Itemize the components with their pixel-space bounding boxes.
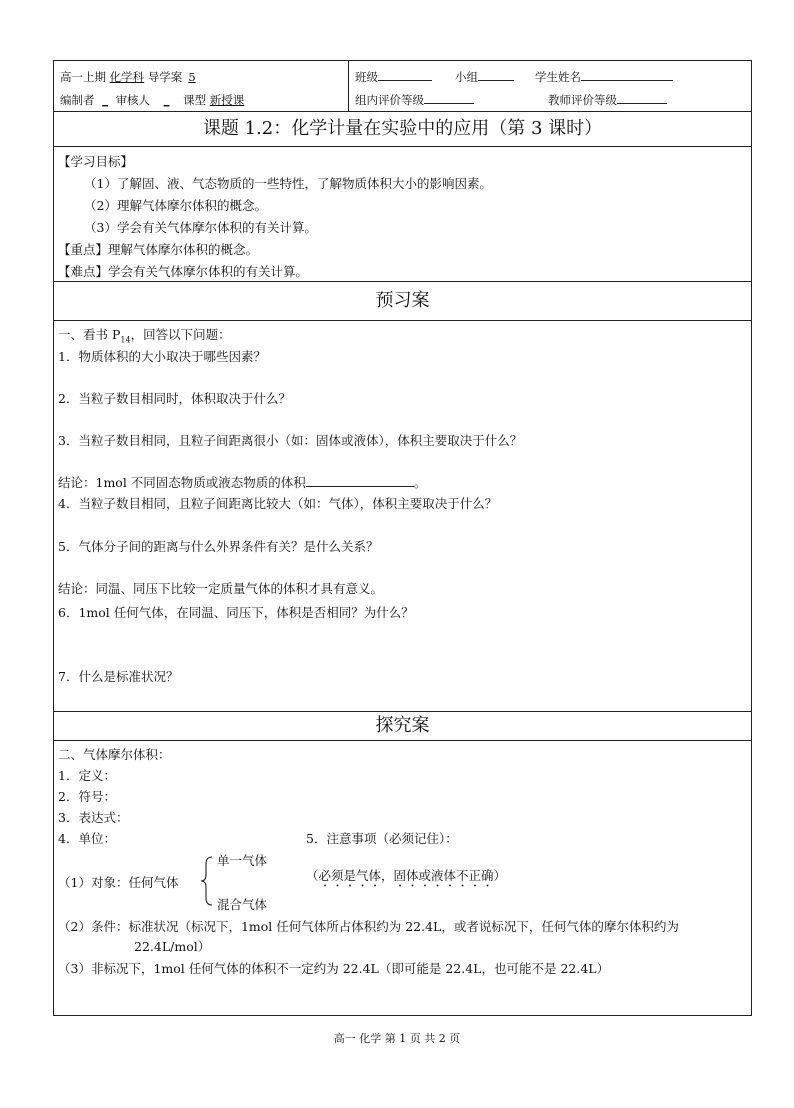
condition-line-2: 22.4L/mol） bbox=[134, 939, 211, 954]
key-text: 理解气体摩尔体积的概念。 bbox=[108, 242, 259, 257]
header-right bbox=[349, 61, 751, 111]
non-standard-line: （3）非标况下，1mol 任何气体的体积不一定约为 22.4L（即可能是 22.4L，也可能不是 22.4L） bbox=[58, 961, 610, 976]
course-type-value: 新授课 bbox=[209, 93, 245, 107]
key-label: 【重点】 bbox=[58, 242, 109, 257]
object-line: （1）对象：任何气体 bbox=[58, 875, 179, 890]
item-expression: 3．表达式： bbox=[58, 810, 129, 825]
item-notes: 5．注意事项（必须记住）： bbox=[306, 831, 458, 846]
worksheet-table bbox=[53, 60, 752, 1016]
teacher-eval-label: 教师评价等级 bbox=[548, 93, 617, 107]
student-name-field[interactable] bbox=[581, 69, 673, 81]
group-label: 小组 bbox=[455, 70, 478, 84]
single-gas-label: 单一气体 bbox=[217, 853, 268, 868]
course-type-label: 课型 bbox=[183, 93, 207, 107]
lesson-title: 课题 1.2：化学计量在实验中的应用（第 3 课时） bbox=[54, 112, 751, 147]
group-eval-field[interactable] bbox=[424, 92, 474, 104]
goals-heading: 【学习目标】 bbox=[58, 154, 134, 169]
must-be-gas-note: （必须是气体，固体或液体不正确） bbox=[306, 868, 507, 883]
question-3: 3．当粒子数目相同，且粒子间距离很小（如：固体或液体），体积主要取决于什么？ bbox=[58, 433, 523, 448]
conclusion-1: 结论：1mol 不同固态物质或液态物质的体积 。 bbox=[58, 475, 427, 490]
difficulty-text: 学会有关气体摩尔体积的有关计算。 bbox=[108, 264, 309, 279]
group-field[interactable] bbox=[478, 69, 514, 81]
question-2: 2．当粒子数目相同时，体积取决于什么？ bbox=[58, 391, 291, 406]
preview-section bbox=[54, 321, 751, 712]
student-name-label: 学生姓名 bbox=[535, 70, 581, 84]
conclusion-2: 结论：同温、同压下比较一定质量气体的体积才具有意义。 bbox=[58, 581, 384, 596]
question-4: 4．当粒子数目相同，且粒子间距离比较大（如：气体），体积主要取决于什么？ bbox=[58, 496, 498, 511]
editor-label: 编制者 bbox=[60, 93, 95, 107]
editor-value[interactable]: _ bbox=[102, 93, 108, 107]
goals-section bbox=[54, 147, 751, 282]
class-field[interactable] bbox=[378, 69, 432, 81]
condition-line-1: （2）条件：标准状况（标况下，1mol 任何气体所占体积约为 22.4L，或者说标况下，任何气体的摩尔体积约为 bbox=[58, 919, 679, 934]
goal-item-2: （2）理解气体摩尔体积的概念。 bbox=[84, 198, 267, 213]
item-unit: 4．单位： bbox=[58, 831, 116, 846]
guide-label: 导学案 bbox=[147, 70, 183, 84]
question-5: 5．气体分子间的距离与什么外界条件有关？是什么关系？ bbox=[58, 539, 379, 554]
mixed-gas-label: 混合气体 bbox=[217, 897, 268, 912]
question-7: 7．什么是标准状况？ bbox=[58, 669, 179, 684]
teacher-eval-field[interactable] bbox=[617, 92, 667, 104]
subject-value: 化学科 bbox=[109, 70, 145, 84]
preview-section-title: 预习案 bbox=[54, 282, 751, 321]
guide-number: 5 bbox=[188, 70, 196, 84]
header-left bbox=[54, 61, 349, 111]
reviewer-label: 审核人 bbox=[115, 93, 151, 107]
header-row bbox=[54, 61, 751, 112]
conclusion-1-blank[interactable] bbox=[306, 475, 414, 487]
difficulty-label: 【难点】 bbox=[58, 264, 109, 279]
explore-section bbox=[54, 741, 751, 1015]
item-symbol: 2．符号： bbox=[58, 789, 116, 804]
goal-item-1: （1）了解固、液、气态物质的一些特性，了解物质体积大小的影响因素。 bbox=[84, 176, 492, 191]
group-eval-label: 组内评价等级 bbox=[355, 93, 424, 107]
explore-intro: 二、气体摩尔体积： bbox=[58, 747, 171, 762]
item-definition: 1．定义： bbox=[58, 768, 116, 783]
class-label: 班级 bbox=[355, 70, 378, 84]
question-1: 1．物质体积的大小取决于哪些因素？ bbox=[58, 349, 266, 364]
explore-section-title: 探究案 bbox=[54, 712, 751, 741]
question-6: 6．1mol 任何气体，在同温、同压下，体积是否相同？为什么？ bbox=[58, 605, 414, 620]
reviewer-value[interactable]: _ bbox=[163, 93, 170, 107]
brace-icon bbox=[200, 855, 214, 907]
page-footer: 高一 化学 第 1 页 共 2 页 bbox=[333, 1032, 461, 1045]
grade-label: 高一上期 bbox=[60, 70, 106, 84]
preview-intro: 一、看书 $P_{14}$，回答以下问题： bbox=[58, 327, 231, 345]
goal-item-3: （3）学会有关气体摩尔体积的有关计算。 bbox=[84, 220, 317, 235]
